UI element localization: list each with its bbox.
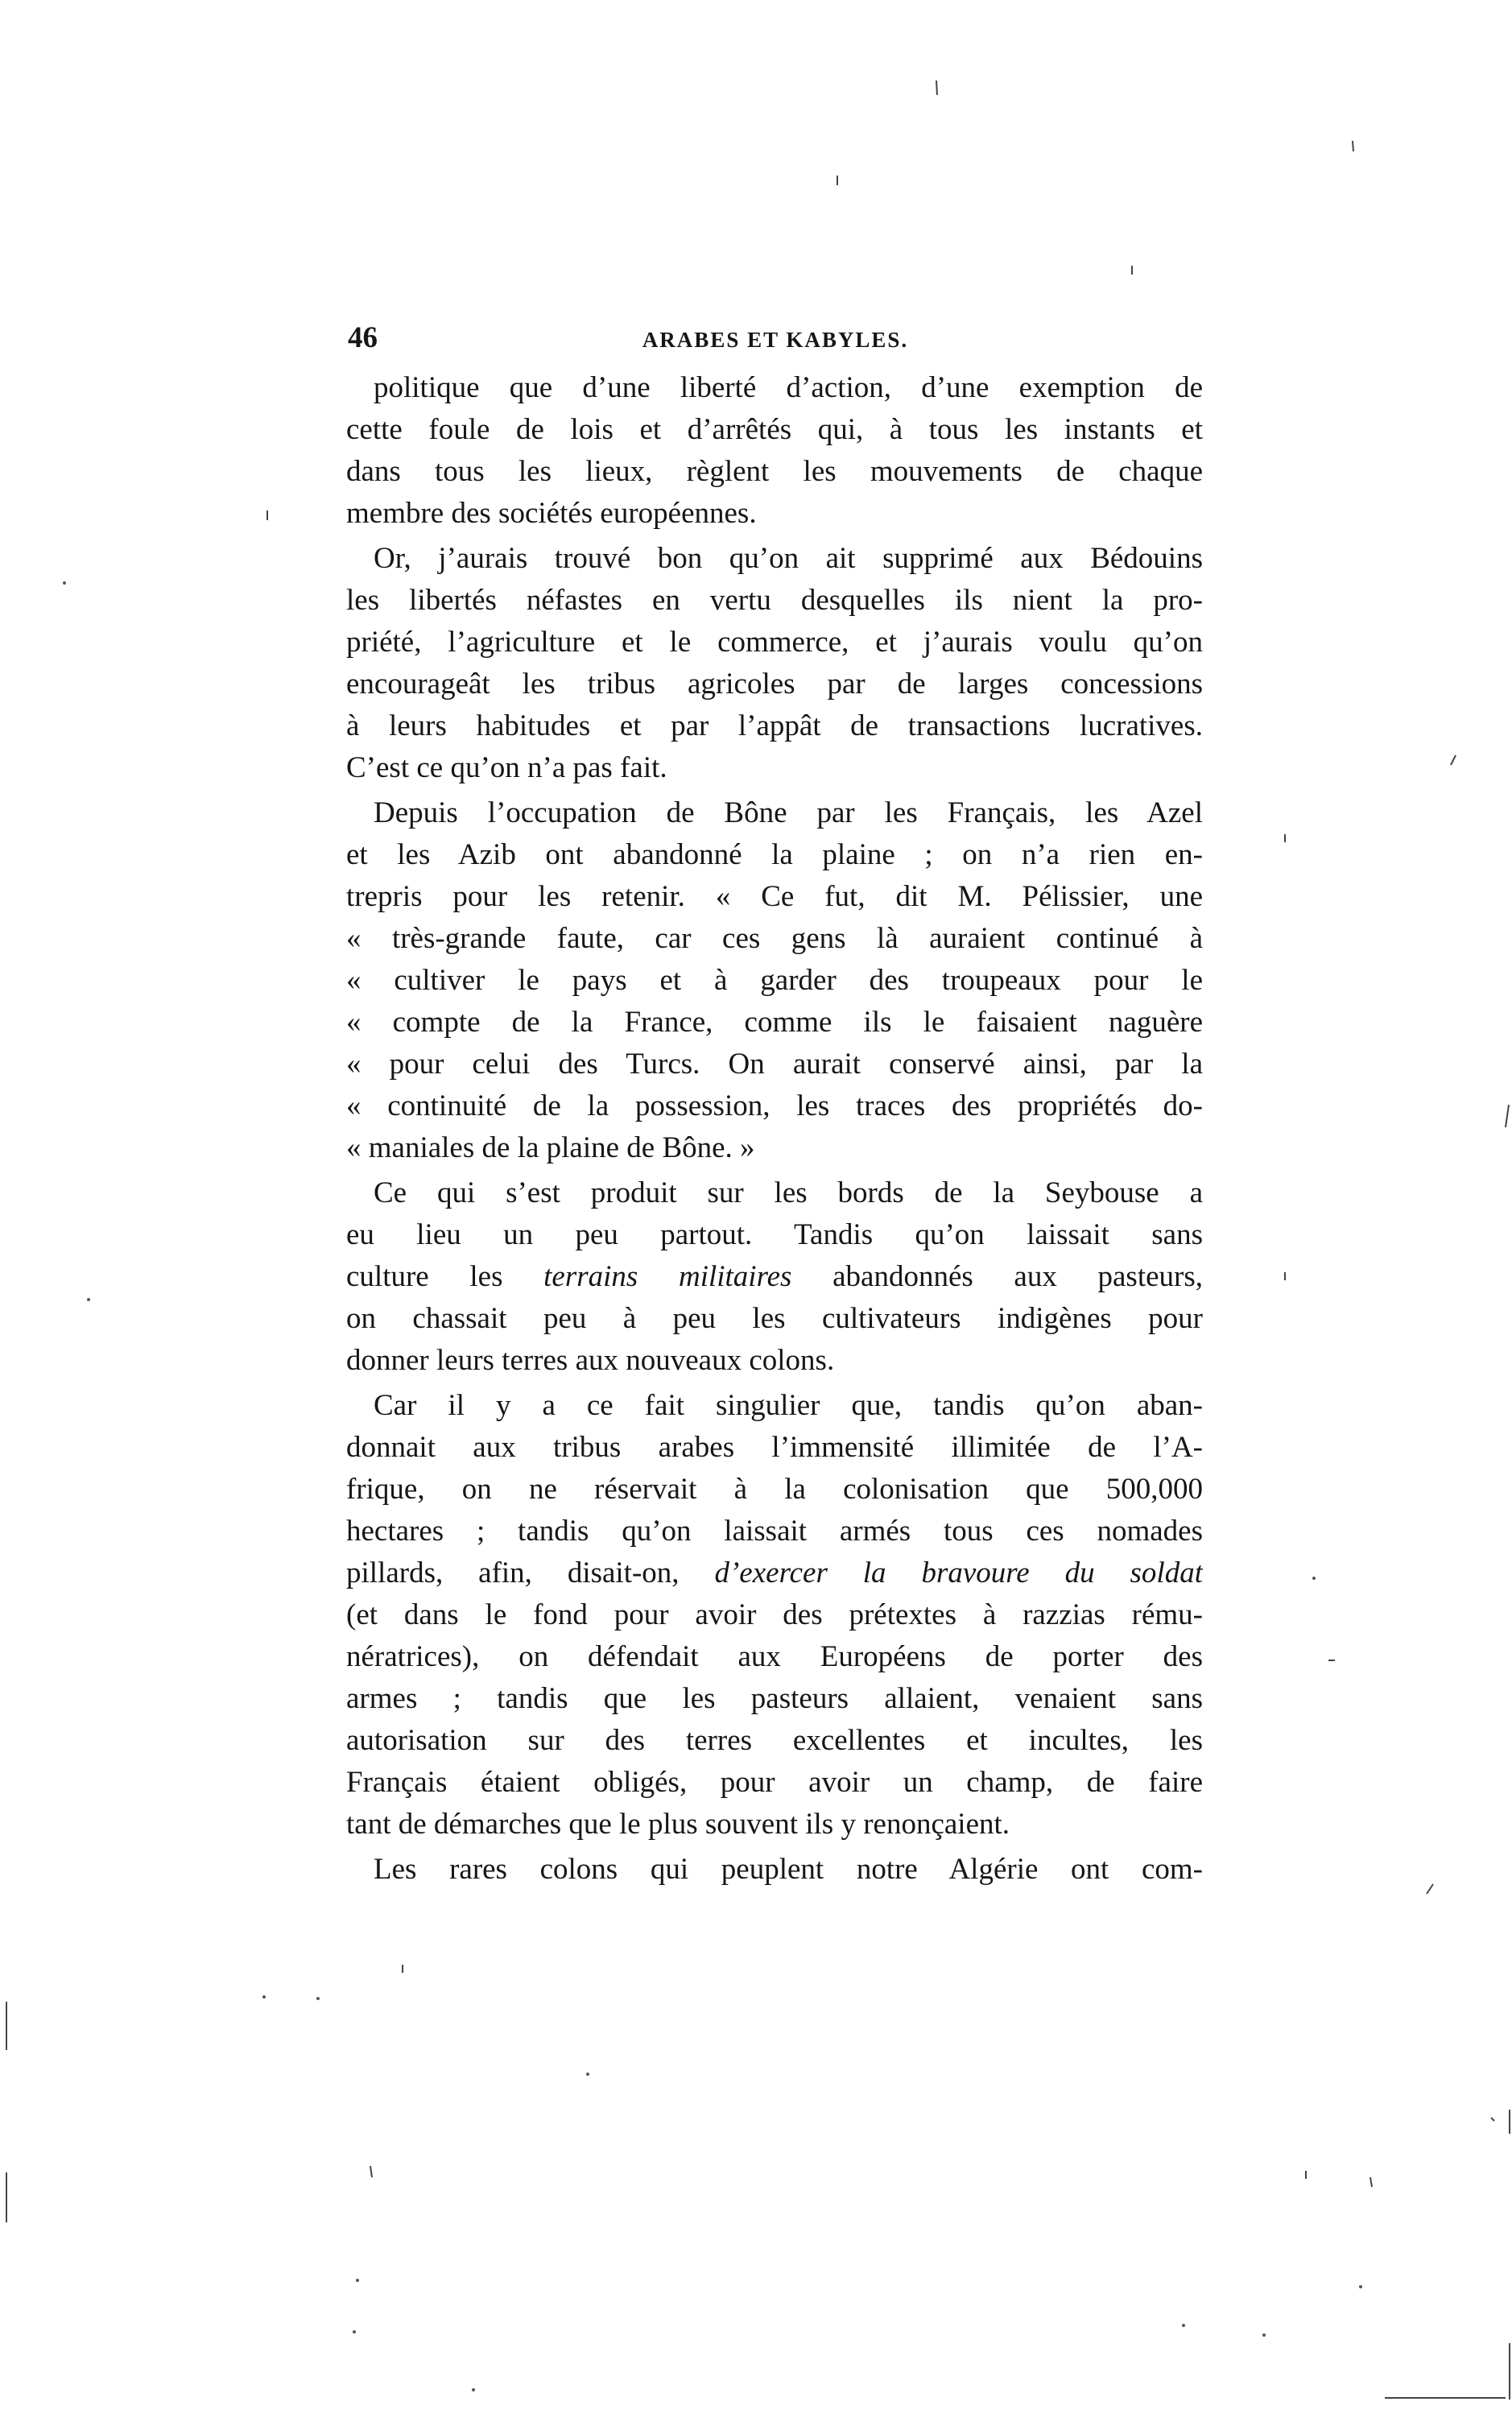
text-line: Depuis l’occupation de Bône par les Français, les Azel (374, 796, 1203, 829)
text-run: abandonnés aux pasteurs, (791, 1260, 1203, 1293)
text-line: autorisation sur des terres excellentes et incultes, les (346, 1724, 1203, 1757)
text-line: hectares ; tandis qu’on laissait armés tous ces nomades (346, 1515, 1203, 1548)
text-line: Les rares colons qui peuplent notre Algérie ont com- (374, 1853, 1203, 1886)
text-run: pillards, afin, disait-on, (346, 1556, 715, 1589)
text-line: donner leurs terres aux nouveaux colons. (346, 1344, 835, 1377)
text-line: « très-grande faute, car ces gens là auraient continué à (346, 922, 1203, 955)
text-line: (et dans le fond pour avoir des prétextes à razzias rému- (346, 1598, 1203, 1631)
text-line: et les Azib ont abandonné la plaine ; on n’a rien en- (346, 838, 1203, 871)
text-line: eu lieu un peu partout. Tandis qu’on laissait sans (346, 1218, 1203, 1251)
text-line (346, 1256, 1203, 1298)
text-line: Or, j’aurais trouvé bon qu’on ait supprimé aux Bédouins (374, 542, 1203, 575)
text-line: politique que d’une liberté d’action, d’une exemption de (374, 371, 1203, 404)
text-line: C’est ce qu’on n’a pas fait. (346, 751, 667, 784)
text-run: culture les (346, 1260, 544, 1293)
text-line: encourageât les tribus agricoles par de larges concessions (346, 668, 1203, 701)
text-line: les libertés néfastes en vertu desquelles ils nient la pro- (346, 584, 1203, 617)
text-line: donnait aux tribus arabes l’immensité illimitée de l’A- (346, 1431, 1203, 1464)
text-line (346, 1552, 1203, 1594)
text-line: frique, on ne réservait à la colonisation que 500,000 (346, 1473, 1203, 1506)
text-line: nératrices), on défendait aux Européens de porter des (346, 1640, 1203, 1673)
page-header (348, 320, 1203, 356)
text-line: priété, l’agriculture et le commerce, et j’aurais voulu qu’on (346, 626, 1203, 659)
text-line: trepris pour les retenir. « Ce fut, dit M. Pélissier, une (346, 880, 1203, 913)
italic-run: d’exercer la bravoure du soldat (714, 1556, 1203, 1589)
text-line: « maniales de la plaine de Bône. » (346, 1131, 755, 1164)
body-text (346, 367, 1203, 1891)
page-number: 46 (348, 321, 378, 354)
running-title: ARABES ET KABYLES. (642, 328, 909, 352)
text-line: dans tous les lieux, règlent les mouvements de chaque (346, 455, 1203, 488)
text-line: « cultiver le pays et à garder des troupeaux pour le (346, 964, 1203, 997)
italic-run: terrains militaires (543, 1260, 792, 1293)
text-line: à leurs habitudes et par l’appât de transactions lucratives. (346, 709, 1203, 742)
text-line: « continuité de la possession, les traces des propriétés do- (346, 1089, 1203, 1122)
text-line: on chassait peu à peu les cultivateurs indigènes pour (346, 1302, 1203, 1335)
text-line: armes ; tandis que les pasteurs allaient, venaient sans (346, 1682, 1203, 1715)
text-line: Ce qui s’est produit sur les bords de la Seybouse a (374, 1176, 1203, 1209)
text-line: Français étaient obligés, pour avoir un champ, de faire (346, 1766, 1203, 1799)
text-line: cette foule de lois et d’arrêtés qui, à tous les instants et (346, 413, 1203, 446)
text-line: Car il y a ce fait singulier que, tandis qu’on aban- (374, 1389, 1203, 1422)
text-line: tant de démarches que le plus souvent ils y renonçaient. (346, 1808, 1010, 1841)
text-line: « pour celui des Turcs. On aurait conservé ainsi, par la (346, 1048, 1203, 1081)
text-line: membre des sociétés européennes. (346, 497, 757, 530)
text-line: « compte de la France, comme ils le faisaient naguère (346, 1006, 1203, 1039)
